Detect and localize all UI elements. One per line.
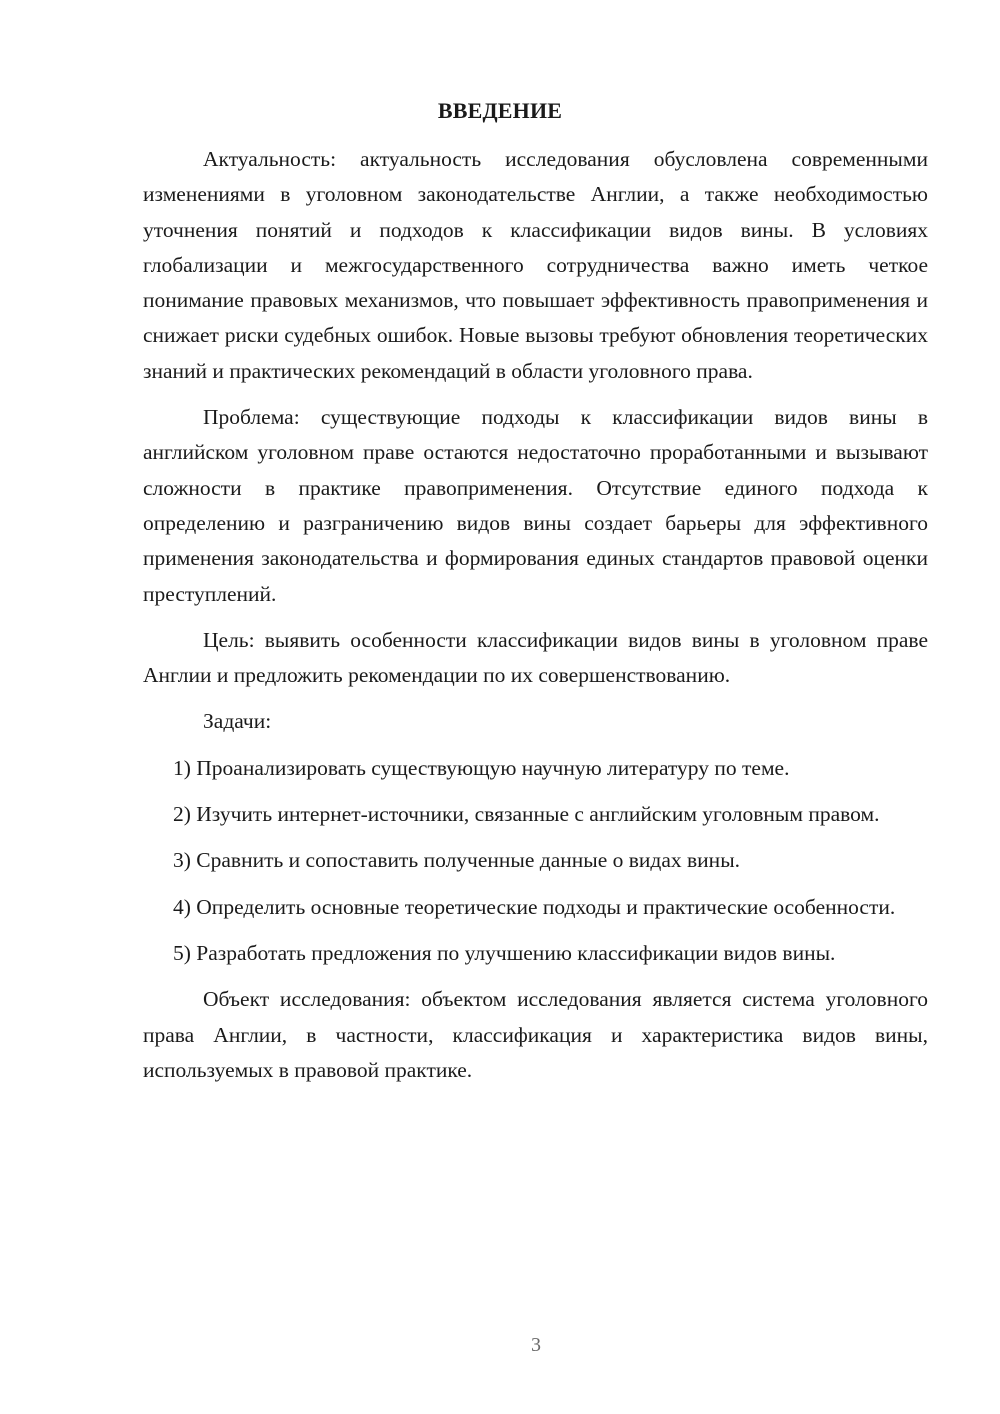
task-item-1: 1) Проанализировать существующую научную литературу по теме. xyxy=(173,755,790,780)
paragraph-goal: Цель: выявить особенности классификации видов вины в уголовном праве Англии и предложить рекомендации по их совершенствованию. xyxy=(143,627,928,688)
page-number: 3 xyxy=(531,1334,541,1356)
paragraph-tasks-heading: Задачи: xyxy=(203,709,272,734)
section-title: ВВЕДЕНИЕ xyxy=(437,98,563,123)
task-item-3: 3) Сравнить и сопоставить полученные данные о видах вины. xyxy=(173,848,741,873)
paragraph-relevance: Актуальность: актуальность исследования обусловлена современными изменениями в уголовном законодательстве Англии, а также необходимостью уточнения понятий и подходов к классификации видов вины. В условиях глобализации и межгосударственного сотрудничества важно иметь четкое понимание правовых механизмов, что повышает эффективность правоприменения и снижает риски судебных ошибок. Новые вызовы требуют обновления теоретических знаний и практических рекомендаций в области уголовного права. xyxy=(143,147,928,383)
task-item-5: 5) Разработать предложения по улучшению классификации видов вины. xyxy=(173,940,836,965)
document-body xyxy=(143,142,928,1088)
paragraph-problem: Проблема: существующие подходы к классификации видов вины в английском уголовном праве остаются недостаточно проработанными и вызывают сложности в практике правоприменения. Отсутствие единого подхода к определению и разграничению видов вины создает барьеры для эффективного применения законодательства и формирования единых стандартов правовой оценки преступлений. xyxy=(143,405,928,606)
task-item-4: 4) Определить основные теоретические подходы и практические особенности. xyxy=(173,894,896,919)
task-item-2: 2) Изучить интернет-источники, связанные с английским уголовным правом. xyxy=(173,802,880,827)
paragraph-object: Объект исследования: объектом исследования является система уголовного права Англии, в частности, классификация и характеристика видов вины, используемых в правовой практике. xyxy=(143,987,928,1082)
